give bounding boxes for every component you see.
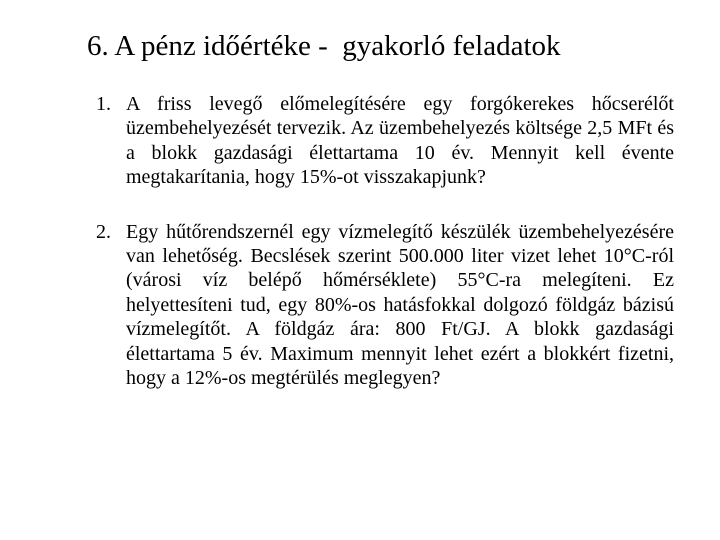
task-text: Egy hűtőrendszernél egy vízmelegítő készülék üzembehelyezésére van lehetőség. Becslések szerint 500.000 liter vizet lehet 10°C-ról (városi víz belépő hőmérséklete) 55°C-ra melegíteni. Ez helyettesíteni tud, egy 80%-os hatásfokkal dolgozó földgáz bázisú vízmelegítőt. A földgáz ára: 800 Ft/GJ. A blokk gazdasági élettartama 5 év. Maximum mennyit lehet ezért a blokkért fizetni, hogy a 12%-os megtérülés meglegyen? — [126, 220, 674, 390]
task-text: A friss levegő előmelegítésére egy forgókerekes hőcserélőt üzembehelyezését tervezik. Az üzembehelyezés költsége 2,5 MFt és a blokk gazdasági élettartama 10 év. Mennyit kell évente megtakarítania, hogy 15%-ot visszakapjunk? — [126, 93, 674, 189]
task-item-1 — [96, 92, 674, 190]
task-item-2 — [96, 220, 674, 391]
slide-title: 6. A pénz időértéke - gyakorló feladatok — [87, 30, 561, 62]
task-list — [96, 92, 674, 390]
task-number: 1. — [96, 93, 111, 115]
task-number: 2. — [96, 220, 111, 243]
